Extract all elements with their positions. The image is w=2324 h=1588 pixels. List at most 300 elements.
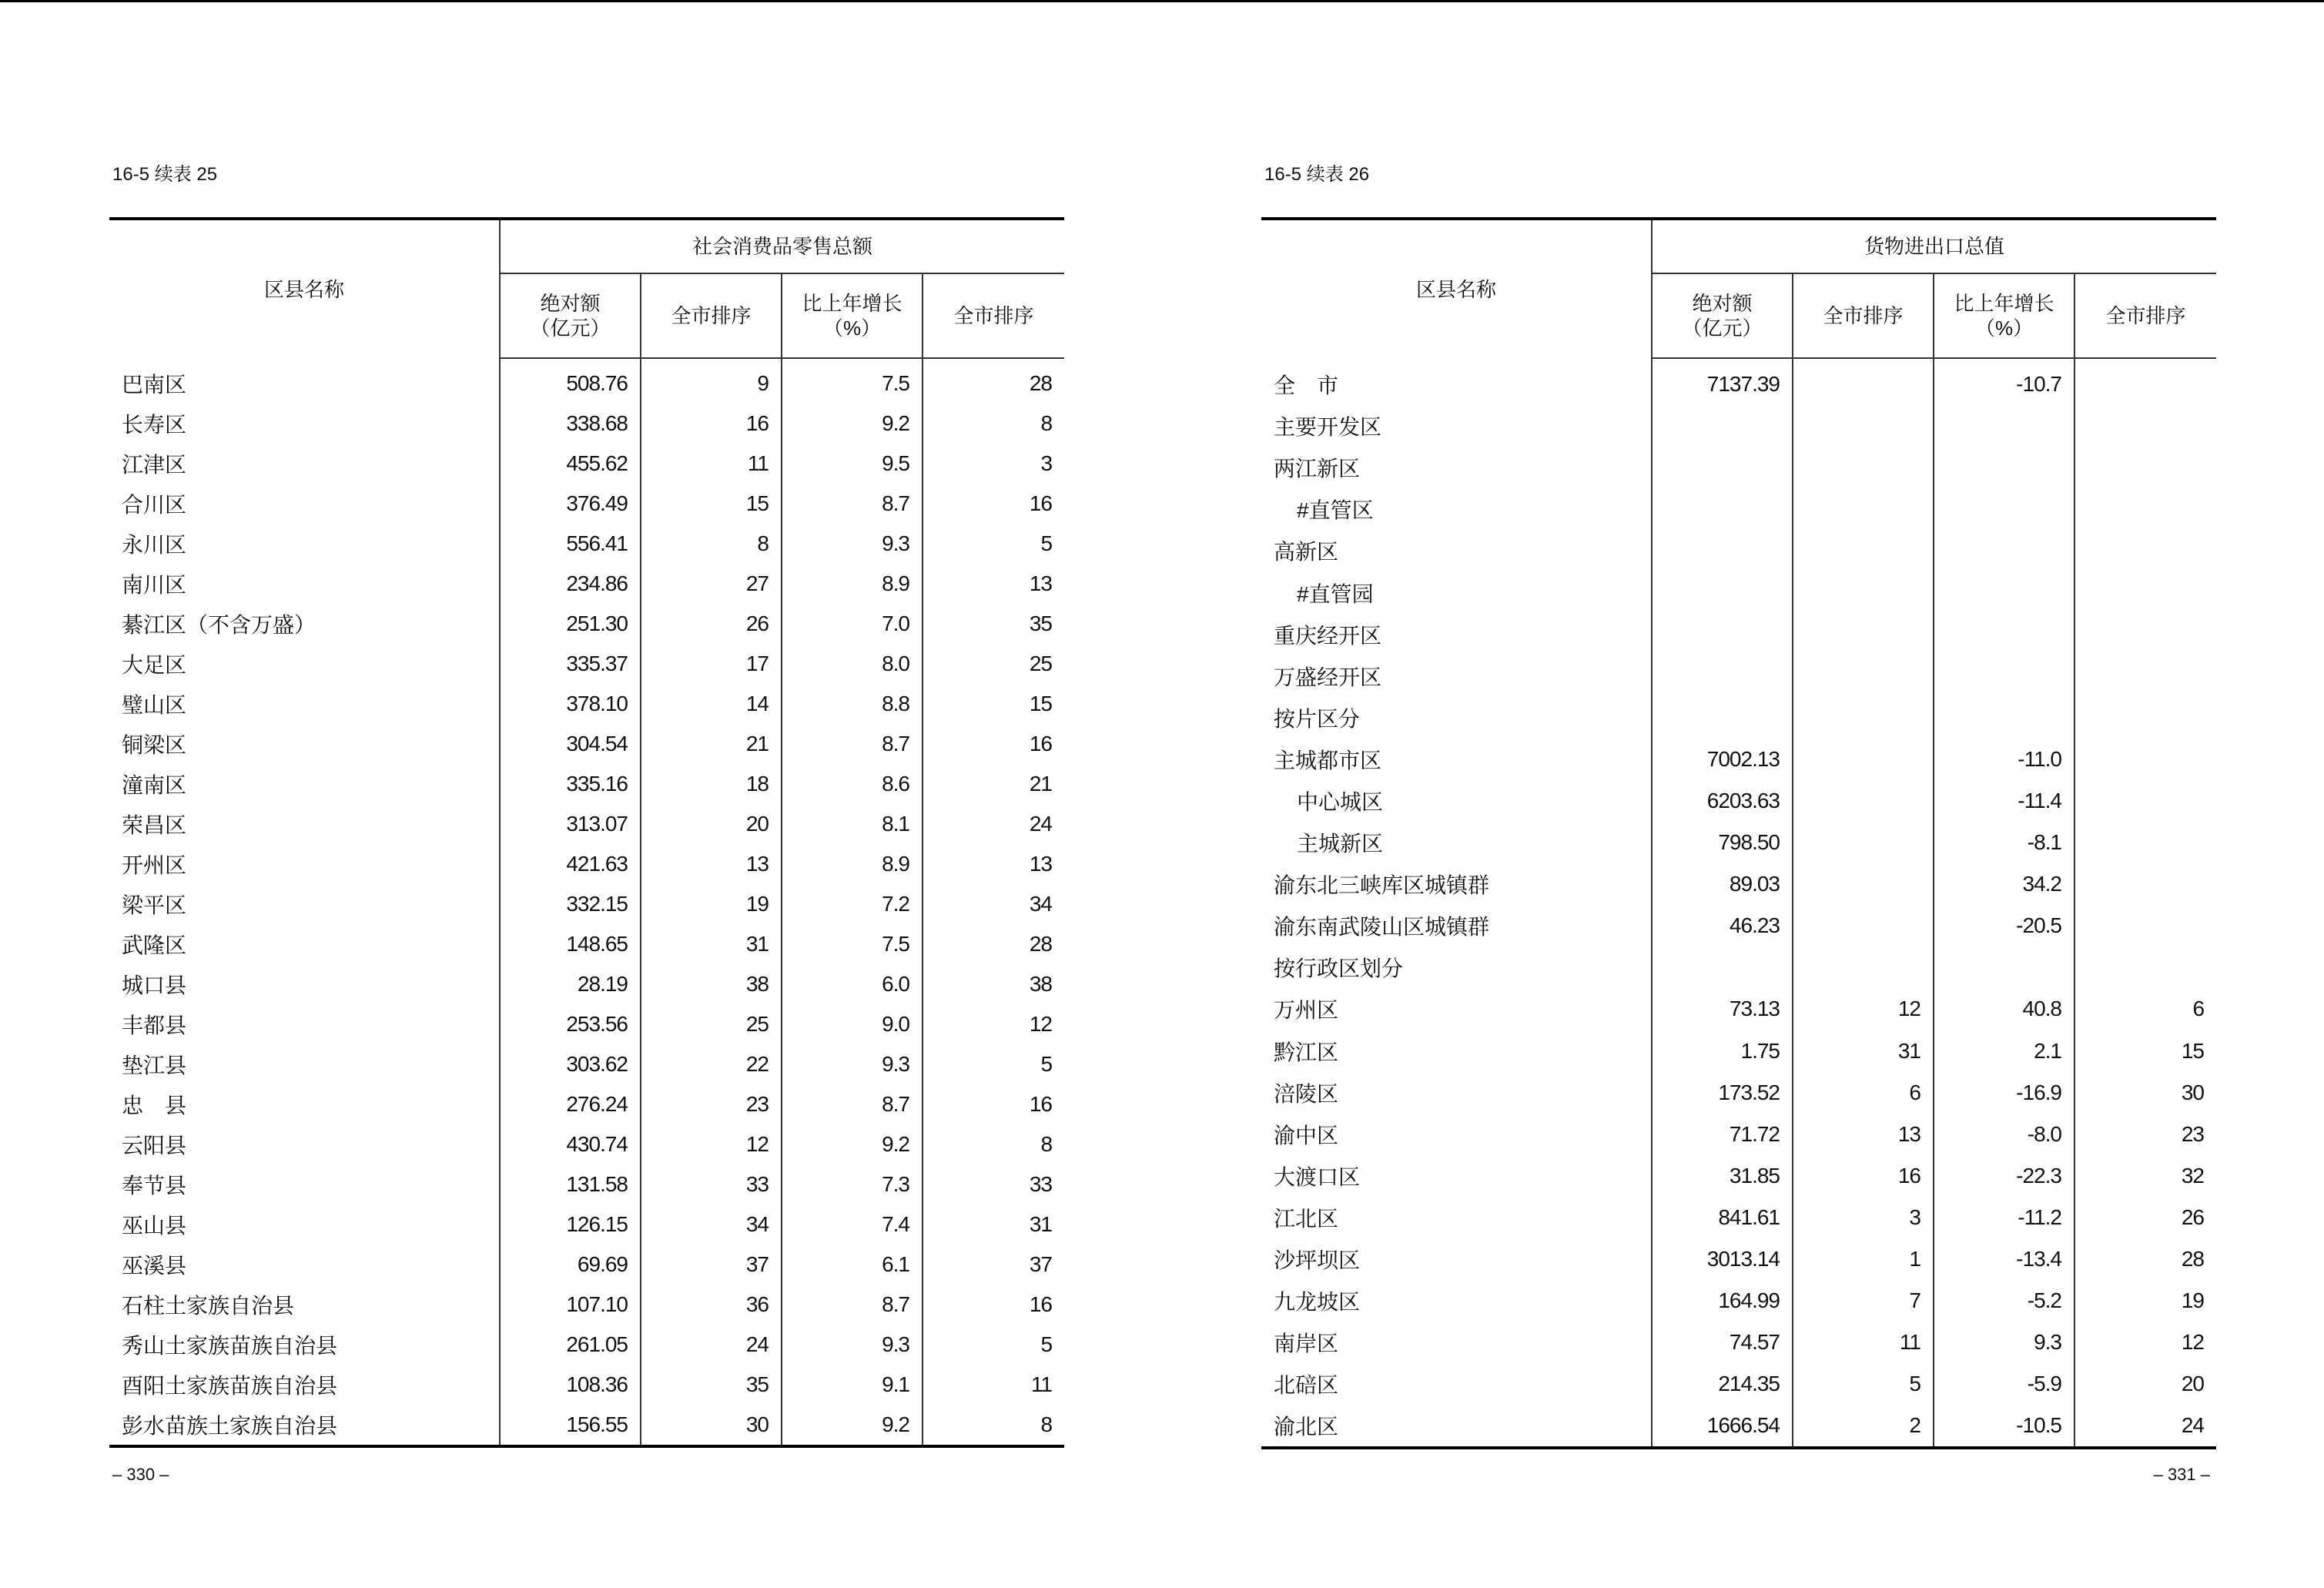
city-rank-cell: 16 [641, 404, 782, 444]
district-name-cell: 云阳县 [122, 1134, 187, 1157]
growth-rate-cell: 9.2 [782, 1124, 923, 1164]
growth-rate-cell: 34.2 [1934, 863, 2075, 905]
growth-rank-cell: 8 [923, 1405, 1064, 1446]
table-row [1261, 1030, 2216, 1072]
city-rank-cell: 14 [641, 684, 782, 724]
absolute-amount-cell: 156.55 [500, 1405, 641, 1446]
district-name-cell: 按行政区划分 [1274, 956, 1404, 981]
city-rank-cell: 3 [1793, 1197, 1934, 1238]
city-rank-cell [1793, 488, 1934, 530]
growth-rate-cell: -13.4 [1934, 1238, 2075, 1280]
district-name-cell: 主城都市区 [1274, 748, 1382, 772]
growth-rate-cell: 9.2 [782, 1405, 923, 1446]
table-row [109, 564, 1064, 604]
absolute-amount-cell: 214.35 [1652, 1363, 1793, 1405]
city-rank-cell [1793, 863, 1934, 905]
district-name-cell: 九龙坡区 [1274, 1290, 1361, 1315]
growth-rank-cell: 16 [923, 724, 1064, 764]
growth-rank-cell: 34 [923, 884, 1064, 924]
table-row [109, 684, 1064, 724]
growth-rate-cell: -10.5 [1934, 1405, 2075, 1448]
table-row [1261, 405, 2216, 447]
table-row [1261, 571, 2216, 613]
growth-rank-cell [2075, 905, 2216, 946]
growth-rank-cell [2075, 697, 2216, 739]
city-rank-cell: 18 [641, 764, 782, 804]
city-rank-cell: 30 [641, 1405, 782, 1446]
city-rank-cell [1793, 571, 1934, 613]
absolute-amount-cell: 6203.63 [1652, 780, 1793, 822]
absolute-amount-cell: 376.49 [500, 484, 641, 524]
absolute-amount-cell: 28.19 [500, 964, 641, 1004]
growth-rank-cell: 3 [923, 444, 1064, 484]
table-row [109, 1365, 1064, 1405]
growth-rank-cell: 28 [923, 924, 1064, 964]
city-rank-cell: 13 [1793, 1114, 1934, 1155]
city-rank-cell: 33 [641, 1164, 782, 1204]
table-row [1261, 1155, 2216, 1197]
absolute-amount-cell: 304.54 [500, 724, 641, 764]
growth-rate-cell [1934, 405, 2075, 447]
absolute-amount-cell: 335.37 [500, 644, 641, 684]
table-row [1261, 1363, 2216, 1405]
growth-rate-cell: 8.8 [782, 684, 923, 724]
header-district-name: 区县名称 [263, 277, 344, 301]
city-rank-cell: 13 [641, 844, 782, 884]
absolute-amount-cell: 378.10 [500, 684, 641, 724]
absolute-amount-cell: 69.69 [500, 1245, 641, 1285]
growth-rank-cell [2075, 488, 2216, 530]
table-row [109, 1245, 1064, 1285]
growth-rate-cell: 8.9 [782, 564, 923, 604]
city-rank-cell: 5 [1793, 1363, 1934, 1405]
growth-rank-cell: 12 [923, 1004, 1064, 1044]
city-rank-cell [1793, 739, 1934, 780]
top-border-line [0, 0, 2324, 2]
growth-rank-cell: 8 [923, 1124, 1064, 1164]
growth-rank-cell: 5 [923, 524, 1064, 564]
growth-rate-cell: -20.5 [1934, 905, 2075, 946]
table-row [109, 1044, 1064, 1084]
district-name-cell: 渝东南武陵山区城镇群 [1274, 915, 1490, 940]
growth-rate-cell [1934, 946, 2075, 988]
growth-rank-cell: 5 [923, 1325, 1064, 1365]
city-rank-cell: 17 [641, 644, 782, 684]
city-rank-cell: 31 [1793, 1030, 1934, 1072]
district-name-cell: 铜梁区 [122, 733, 187, 757]
growth-rank-cell [2075, 822, 2216, 863]
table-row [109, 604, 1064, 644]
table-row [109, 804, 1064, 844]
growth-rate-cell: 9.3 [1934, 1322, 2075, 1363]
absolute-amount-cell: 126.15 [500, 1204, 641, 1245]
district-name-cell: 南岸区 [1274, 1332, 1339, 1356]
growth-rank-cell: 6 [2075, 988, 2216, 1030]
growth-rate-cell: 9.0 [782, 1004, 923, 1044]
growth-rate-cell: -22.3 [1934, 1155, 2075, 1197]
district-name-cell: 沙坪坝区 [1274, 1248, 1361, 1273]
table-row [1261, 1322, 2216, 1363]
table-row [1261, 1197, 2216, 1238]
table-row [1261, 863, 2216, 905]
growth-rank-cell: 5 [923, 1044, 1064, 1084]
absolute-amount-cell: 234.86 [500, 564, 641, 604]
city-rank-cell: 34 [641, 1204, 782, 1245]
growth-rate-cell: 9.3 [782, 1325, 923, 1365]
district-name-cell: 石柱土家族自治县 [122, 1294, 295, 1318]
district-name-cell: 璧山区 [122, 693, 187, 717]
district-name-cell: 主城新区 [1297, 832, 1384, 856]
city-rank-cell: 7 [1793, 1280, 1934, 1322]
table-row [1261, 655, 2216, 697]
table-row [109, 1084, 1064, 1124]
city-rank-cell: 23 [641, 1084, 782, 1124]
absolute-amount-cell: 173.52 [1652, 1072, 1793, 1114]
growth-rank-cell: 8 [923, 404, 1064, 444]
city-rank-cell: 11 [641, 444, 782, 484]
city-rank-cell: 26 [641, 604, 782, 644]
growth-rank-cell: 32 [2075, 1155, 2216, 1197]
growth-rate-cell: 9.2 [782, 404, 923, 444]
header-growth-rate: 比上年增长 （%） [782, 273, 923, 358]
district-name-cell: 重庆经开区 [1274, 623, 1382, 648]
growth-rank-cell: 30 [2075, 1072, 2216, 1114]
growth-rank-cell: 28 [2075, 1238, 2216, 1280]
district-name-cell: 渝东北三峡库区城镇群 [1274, 873, 1490, 898]
city-rank-cell [1793, 358, 1934, 405]
district-name-cell: 涪陵区 [1274, 1081, 1339, 1106]
absolute-amount-cell: 253.56 [500, 1004, 641, 1044]
district-name-cell: 主要开发区 [1274, 415, 1382, 440]
page-number: – 330 – [112, 1465, 169, 1484]
table-row [109, 1285, 1064, 1325]
growth-rank-cell: 28 [923, 358, 1064, 404]
growth-rate-cell: 8.7 [782, 484, 923, 524]
header-growth-rank: 全市排序 [2075, 273, 2216, 358]
absolute-amount-cell: 164.99 [1652, 1280, 1793, 1322]
header-district-name: 区县名称 [1415, 277, 1496, 301]
growth-rank-cell: 24 [2075, 1405, 2216, 1448]
city-rank-cell: 1 [1793, 1238, 1934, 1280]
import-export-table [1261, 217, 2216, 1449]
growth-rank-cell [2075, 571, 2216, 613]
city-rank-cell [1793, 905, 1934, 946]
district-name-cell: 酉阳土家族苗族自治县 [122, 1374, 338, 1398]
growth-rank-cell: 16 [923, 484, 1064, 524]
absolute-amount-cell [1652, 405, 1793, 447]
table-row [109, 1124, 1064, 1164]
growth-rate-cell: 9.5 [782, 444, 923, 484]
growth-rate-cell: 9.1 [782, 1365, 923, 1405]
growth-rate-cell: 8.7 [782, 724, 923, 764]
absolute-amount-cell [1652, 614, 1793, 655]
city-rank-cell [1793, 655, 1934, 697]
district-name-cell: 武隆区 [122, 933, 187, 957]
absolute-amount-cell: 841.61 [1652, 1197, 1793, 1238]
retail-sales-table [109, 217, 1064, 1448]
absolute-amount-cell [1652, 571, 1793, 613]
district-name-cell: 大渡口区 [1274, 1164, 1361, 1189]
district-name-cell: 彭水苗族土家族自治县 [122, 1414, 338, 1438]
table-row [1261, 530, 2216, 571]
table-row [109, 844, 1064, 884]
header-city-rank: 全市排序 [1793, 273, 1934, 358]
district-name-cell: 巴南区 [122, 372, 187, 397]
absolute-amount-cell: 430.74 [500, 1124, 641, 1164]
growth-rank-cell: 13 [923, 844, 1064, 884]
absolute-amount-cell: 303.62 [500, 1044, 641, 1084]
absolute-amount-cell [1652, 447, 1793, 488]
header-group-retail-sales: 社会消费品零售总额 [500, 219, 1064, 273]
growth-rate-cell [1934, 697, 2075, 739]
city-rank-cell [1793, 614, 1934, 655]
growth-rate-cell: 8.6 [782, 764, 923, 804]
growth-rate-cell [1934, 614, 2075, 655]
city-rank-cell: 37 [641, 1245, 782, 1285]
growth-rate-cell: 7.5 [782, 924, 923, 964]
table-row [109, 1204, 1064, 1245]
growth-rank-cell: 35 [923, 604, 1064, 644]
absolute-amount-cell [1652, 488, 1793, 530]
district-name-cell: 南川区 [122, 573, 187, 597]
growth-rate-cell: -11.2 [1934, 1197, 2075, 1238]
growth-rank-cell: 15 [2075, 1030, 2216, 1072]
growth-rate-cell: 8.0 [782, 644, 923, 684]
absolute-amount-cell: 261.05 [500, 1325, 641, 1365]
absolute-amount-cell: 73.13 [1652, 988, 1793, 1030]
district-name-cell: 巫溪县 [122, 1254, 187, 1278]
district-name-cell: 两江新区 [1274, 457, 1361, 481]
growth-rank-cell: 11 [923, 1365, 1064, 1405]
city-rank-cell: 36 [641, 1285, 782, 1325]
table-row [109, 444, 1064, 484]
growth-rank-cell: 12 [2075, 1322, 2216, 1363]
growth-rate-cell: 7.2 [782, 884, 923, 924]
growth-rate-cell: -8.0 [1934, 1114, 2075, 1155]
growth-rank-cell: 20 [2075, 1363, 2216, 1405]
city-rank-cell [1793, 780, 1934, 822]
district-name-cell: 垫江县 [122, 1054, 187, 1077]
header-city-rank: 全市排序 [641, 273, 782, 358]
city-rank-cell: 22 [641, 1044, 782, 1084]
growth-rank-cell [2075, 780, 2216, 822]
header-growth-rank: 全市排序 [923, 273, 1064, 358]
page-number: – 331 – [2153, 1465, 2210, 1484]
table-row [1261, 822, 2216, 863]
table-row [109, 358, 1064, 404]
absolute-amount-cell: 131.58 [500, 1164, 641, 1204]
table-row [109, 1405, 1064, 1446]
city-rank-cell [1793, 405, 1934, 447]
table-row [109, 764, 1064, 804]
district-name-cell: 全 市 [1274, 373, 1339, 397]
growth-rank-cell: 25 [923, 644, 1064, 684]
growth-rate-cell: 8.9 [782, 844, 923, 884]
absolute-amount-cell: 338.68 [500, 404, 641, 444]
table-row [1261, 780, 2216, 822]
district-name-cell: 荣昌区 [122, 813, 187, 837]
city-rank-cell: 25 [641, 1004, 782, 1044]
growth-rate-cell: -5.9 [1934, 1363, 2075, 1405]
district-name-cell: 巫山县 [122, 1214, 187, 1238]
growth-rate-cell: -11.4 [1934, 780, 2075, 822]
absolute-amount-cell: 798.50 [1652, 822, 1793, 863]
growth-rate-cell: -10.7 [1934, 358, 2075, 405]
table-row [109, 1164, 1064, 1204]
city-rank-cell: 6 [1793, 1072, 1934, 1114]
district-name-cell: 秀山土家族苗族自治县 [122, 1334, 338, 1358]
growth-rate-cell: -8.1 [1934, 822, 2075, 863]
absolute-amount-cell: 74.57 [1652, 1322, 1793, 1363]
table-body [109, 358, 1064, 1446]
header-group-import-export: 货物进出口总值 [1652, 219, 2216, 273]
city-rank-cell [1793, 822, 1934, 863]
city-rank-cell: 12 [641, 1124, 782, 1164]
table-row [109, 924, 1064, 964]
growth-rate-cell: 40.8 [1934, 988, 2075, 1030]
district-name-cell: 万盛经开区 [1274, 665, 1382, 689]
district-name-cell: 北碚区 [1274, 1373, 1339, 1398]
table-row [1261, 697, 2216, 739]
city-rank-cell: 38 [641, 964, 782, 1004]
growth-rank-cell: 13 [923, 564, 1064, 604]
growth-rate-cell: -5.2 [1934, 1280, 2075, 1322]
absolute-amount-cell: 46.23 [1652, 905, 1793, 946]
district-name-cell: 梁平区 [122, 893, 187, 917]
growth-rank-cell: 38 [923, 964, 1064, 1004]
city-rank-cell [1793, 530, 1934, 571]
growth-rate-cell [1934, 655, 2075, 697]
table-row [109, 524, 1064, 564]
growth-rank-cell [2075, 739, 2216, 780]
growth-rank-cell: 19 [2075, 1280, 2216, 1322]
header-absolute-amount: 绝对额 （亿元） [1652, 273, 1793, 358]
table-row [1261, 946, 2216, 988]
growth-rank-cell: 16 [923, 1285, 1064, 1325]
growth-rate-cell: 9.3 [782, 524, 923, 564]
district-name-cell: #直管园 [1297, 581, 1374, 606]
district-name-cell: 合川区 [122, 493, 187, 517]
city-rank-cell: 2 [1793, 1405, 1934, 1448]
absolute-amount-cell: 7002.13 [1652, 739, 1793, 780]
table-row [109, 484, 1064, 524]
table-row [1261, 905, 2216, 946]
table-row [1261, 988, 2216, 1030]
growth-rank-cell: 23 [2075, 1114, 2216, 1155]
growth-rate-cell: -11.0 [1934, 739, 2075, 780]
district-name-cell: 渝北区 [1274, 1415, 1339, 1439]
district-name-cell: 高新区 [1274, 540, 1339, 565]
district-name-cell: 丰都县 [122, 1013, 187, 1037]
header-absolute-amount: 绝对额 （亿元） [500, 273, 641, 358]
absolute-amount-cell: 335.16 [500, 764, 641, 804]
table-row [1261, 1114, 2216, 1155]
growth-rate-cell [1934, 488, 2075, 530]
growth-rank-cell [2075, 530, 2216, 571]
city-rank-cell: 16 [1793, 1155, 1934, 1197]
district-name-cell: 江北区 [1274, 1206, 1339, 1231]
city-rank-cell [1793, 697, 1934, 739]
growth-rate-cell: 7.0 [782, 604, 923, 644]
table-row [109, 724, 1064, 764]
district-name-cell: 按片区分 [1274, 706, 1361, 731]
city-rank-cell: 11 [1793, 1322, 1934, 1363]
table-row [109, 644, 1064, 684]
table-row [1261, 358, 2216, 405]
growth-rank-cell [2075, 405, 2216, 447]
district-name-cell: 城口县 [122, 973, 187, 997]
district-name-cell: #直管区 [1297, 498, 1374, 523]
absolute-amount-cell: 89.03 [1652, 863, 1793, 905]
city-rank-cell [1793, 946, 1934, 988]
absolute-amount-cell: 421.63 [500, 844, 641, 884]
district-name-cell: 渝中区 [1274, 1123, 1339, 1147]
table-row [1261, 1072, 2216, 1114]
district-name-cell: 江津区 [122, 453, 187, 477]
table-caption: 16-5 续表 26 [1264, 164, 1370, 185]
table-row [109, 884, 1064, 924]
absolute-amount-cell: 313.07 [500, 804, 641, 844]
growth-rank-cell: 31 [923, 1204, 1064, 1245]
growth-rate-cell [1934, 447, 2075, 488]
growth-rank-cell: 15 [923, 684, 1064, 724]
growth-rate-cell [1934, 571, 2075, 613]
growth-rate-cell: 6.1 [782, 1245, 923, 1285]
table-row [1261, 614, 2216, 655]
district-name-cell: 潼南区 [122, 773, 187, 797]
growth-rank-cell [2075, 863, 2216, 905]
growth-rank-cell [2075, 358, 2216, 405]
growth-rank-cell [2075, 655, 2216, 697]
table-row [109, 964, 1064, 1004]
growth-rate-cell [1934, 530, 2075, 571]
table-row [1261, 488, 2216, 530]
city-rank-cell: 31 [641, 924, 782, 964]
absolute-amount-cell: 148.65 [500, 924, 641, 964]
city-rank-cell: 24 [641, 1325, 782, 1365]
city-rank-cell: 9 [641, 358, 782, 404]
absolute-amount-cell: 3013.14 [1652, 1238, 1793, 1280]
growth-rank-cell: 26 [2075, 1197, 2216, 1238]
table-row [109, 1325, 1064, 1365]
growth-rate-cell: 7.5 [782, 358, 923, 404]
city-rank-cell: 12 [1793, 988, 1934, 1030]
growth-rank-cell [2075, 447, 2216, 488]
district-name-cell: 中心城区 [1297, 789, 1384, 814]
absolute-amount-cell: 276.24 [500, 1084, 641, 1124]
absolute-amount-cell: 1.75 [1652, 1030, 1793, 1072]
absolute-amount-cell: 332.15 [500, 884, 641, 924]
growth-rank-cell: 21 [923, 764, 1064, 804]
absolute-amount-cell: 251.30 [500, 604, 641, 644]
growth-rate-cell: 8.1 [782, 804, 923, 844]
table-row [1261, 739, 2216, 780]
district-name-cell: 忠 县 [122, 1094, 187, 1117]
table-row [109, 1004, 1064, 1044]
growth-rate-cell: 6.0 [782, 964, 923, 1004]
absolute-amount-cell [1652, 530, 1793, 571]
growth-rank-cell: 37 [923, 1245, 1064, 1285]
table-caption: 16-5 续表 25 [112, 164, 218, 185]
header-growth-rate: 比上年增长 （%） [1934, 273, 2075, 358]
absolute-amount-cell [1652, 655, 1793, 697]
absolute-amount-cell: 108.36 [500, 1365, 641, 1405]
growth-rank-cell [2075, 946, 2216, 988]
table-body [1261, 358, 2216, 1448]
city-rank-cell: 8 [641, 524, 782, 564]
district-name-cell: 万州区 [1274, 998, 1339, 1023]
growth-rate-cell: 8.7 [782, 1084, 923, 1124]
